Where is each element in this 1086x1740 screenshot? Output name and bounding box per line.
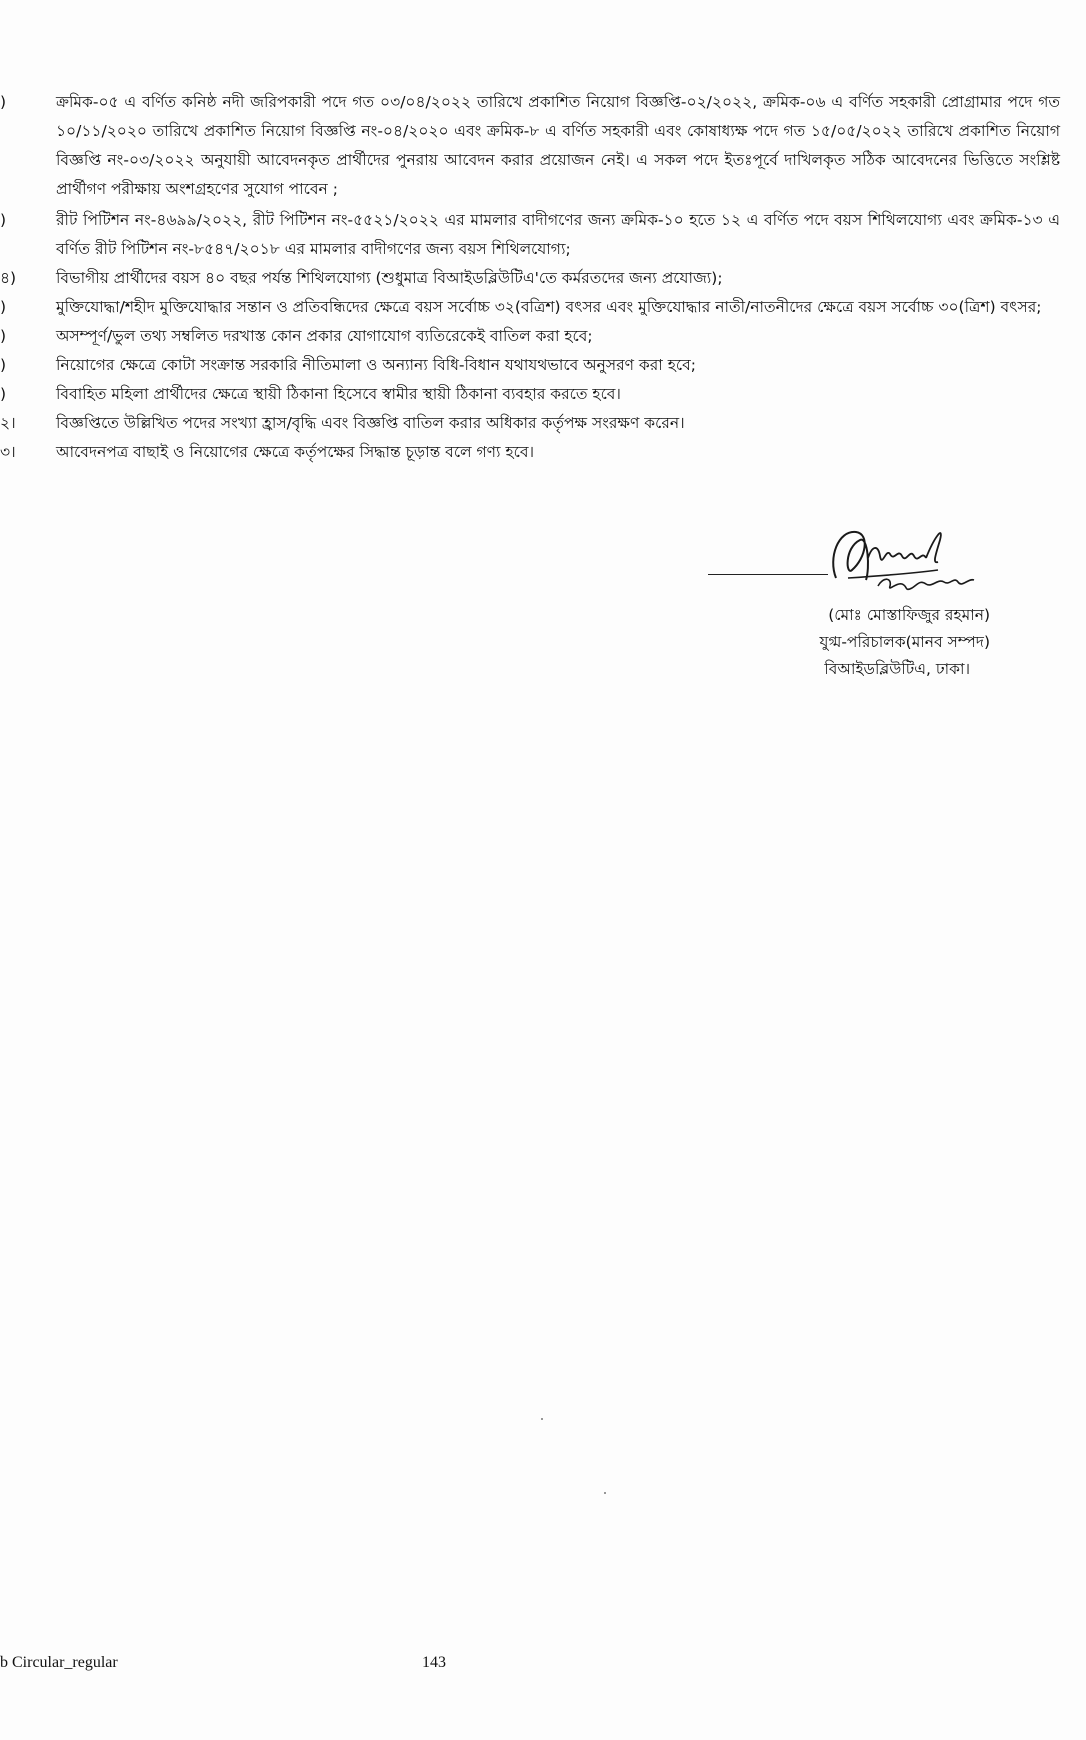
list-item-text: মুক্তিযোদ্ধা/শহীদ মুক্তিযোদ্ধার সন্তান ও প্রতিবন্ধিদের ক্ষেত্রে বয়স সর্বোচ্চ ৩২(বত্রিশ) বৎসর এবং মুক্তিযোদ্ধার নাতী/নাতনীদের ক্ষেত্রে বয়স সর্বোচ্চ ৩০(ত্রিশ) বৎসর; — [56, 298, 1042, 316]
list-marker: ৪) — [0, 269, 17, 287]
list-item — [0, 264, 1060, 293]
list-marker: ) — [0, 93, 7, 111]
list-marker: ) — [0, 298, 7, 316]
footer-filename: b Circular_regular — [0, 1654, 118, 1671]
list-item-text: আবেদনপত্র বাছাই ও নিয়োগের ক্ষেত্রে কর্তৃপক্ষের সিদ্ধান্ত চূড়ান্ত বলে গণ্য হবে। — [56, 443, 535, 461]
list-item-text: বিভাগীয় প্রার্থীদের বয়স ৪০ বছর পর্যন্ত শিথিলযোগ্য (শুধুমাত্র বিআইডব্লিউটিএ'তে কর্মরতদের জন্য প্রযোজ্য); — [56, 269, 723, 287]
conditions-list — [0, 88, 1060, 467]
list-item — [0, 322, 1060, 351]
list-marker: ২। — [0, 414, 16, 432]
scan-speck — [604, 1492, 606, 1494]
list-item — [0, 206, 1060, 264]
page-number: 143 — [422, 1654, 446, 1671]
handwritten-signature — [808, 518, 1018, 608]
list-item — [0, 351, 1060, 380]
list-marker: ) — [0, 327, 7, 345]
list-item-text: রীট পিটিশন নং-৪৬৯৯/২০২২, রীট পিটিশন নং-৫৫২১/২০২২ এর মামলার বাদীগণের জন্য ক্রমিক-১০ হতে ১২ এ বর্ণিত পদে বয়স শিথিলযোগ্য এবং ক্রমিক-১৩ এ বর্ণিত রীট পিটিশন নং-৮৫৪৭/২০১৮ এর মামলার বাদীগণের জন্য বয়স শিথিলযোগ্য; — [56, 211, 1060, 258]
scan-speck — [541, 1418, 543, 1420]
list-item-text: ক্রমিক-০৫ এ বর্ণিত কনিষ্ঠ নদী জরিপকারী পদে গত ০৩/০৪/২০২২ তারিখে প্রকাশিত নিয়োগ বিজ্ঞপ্তি-০২/২০২২, ক্রমিক-০৬ এ বর্ণিত সহকারী প্রোগ্রামার পদে গত ১০/১১/২০২০ তারিখে প্রকাশিত নিয়োগ বিজ্ঞপ্তি নং-০৪/২০২০ এবং ক্রমিক-৮ এ বর্ণিত সহকারী এবং কোষাধ্যক্ষ পদে গত ১৫/০৫/২০২২ তারিখে প্রকাশিত নিয়োগ বিজ্ঞপ্তি নং-০৩/২০২২ অনুযায়ী আবেদনকৃত প্রার্থীদের পুনরায় আবেদন করার প্রয়োজন নেই। এ সকল পদে ইতঃপূর্বে দাখিলকৃত সঠিক আবেদনের ভিত্তিতে সংশ্লিষ্ট প্রার্থীগণ পরীক্ষায় অংশগ্রহণের সুযোগ পাবেন ; — [56, 93, 1060, 198]
list-item — [0, 438, 1060, 467]
signatory-organization: বিআইডব্লিউটিএ, ঢাকা। — [824, 660, 970, 678]
list-item-text: অসম্পূর্ণ/ভুল তথ্য সম্বলিত দরখাস্ত কোন প্রকার যোগাযোগ ব্যতিরেকেই বাতিল করা হবে; — [56, 327, 593, 345]
list-marker: ৩। — [0, 443, 16, 461]
list-item — [0, 409, 1060, 438]
list-item — [0, 88, 1060, 204]
list-marker: ) — [0, 356, 7, 374]
list-marker: ) — [0, 211, 7, 229]
signatory-title: যুগ্ম-পরিচালক(মানব সম্পদ) — [819, 633, 990, 651]
list-item-text: বিজ্ঞপ্তিতে উল্লিখিত পদের সংখ্যা হ্রাস/বৃদ্ধি এবং বিজ্ঞপ্তি বাতিল করার অধিকার কর্তৃপক্ষ সংরক্ষণ করেন। — [56, 414, 685, 432]
list-item-text: বিবাহিত মহিলা প্রার্থীদের ক্ষেত্রে স্থায়ী ঠিকানা হিসেবে স্বামীর স্থায়ী ঠিকানা ব্যবহার করতে হবে। — [56, 385, 621, 403]
list-item-text: নিয়োগের ক্ষেত্রে কোটা সংক্রান্ত সরকারি নীতিমালা ও অন্যান্য বিধি-বিধান যথাযথভাবে অনুসরণ করা হবে; — [56, 356, 696, 374]
list-item — [0, 293, 1060, 322]
list-marker: ) — [0, 385, 7, 403]
signatory-name: (মোঃ মোস্তাফিজুর রহমান) — [828, 606, 990, 624]
list-item — [0, 380, 1060, 409]
signature-block — [700, 518, 1030, 688]
